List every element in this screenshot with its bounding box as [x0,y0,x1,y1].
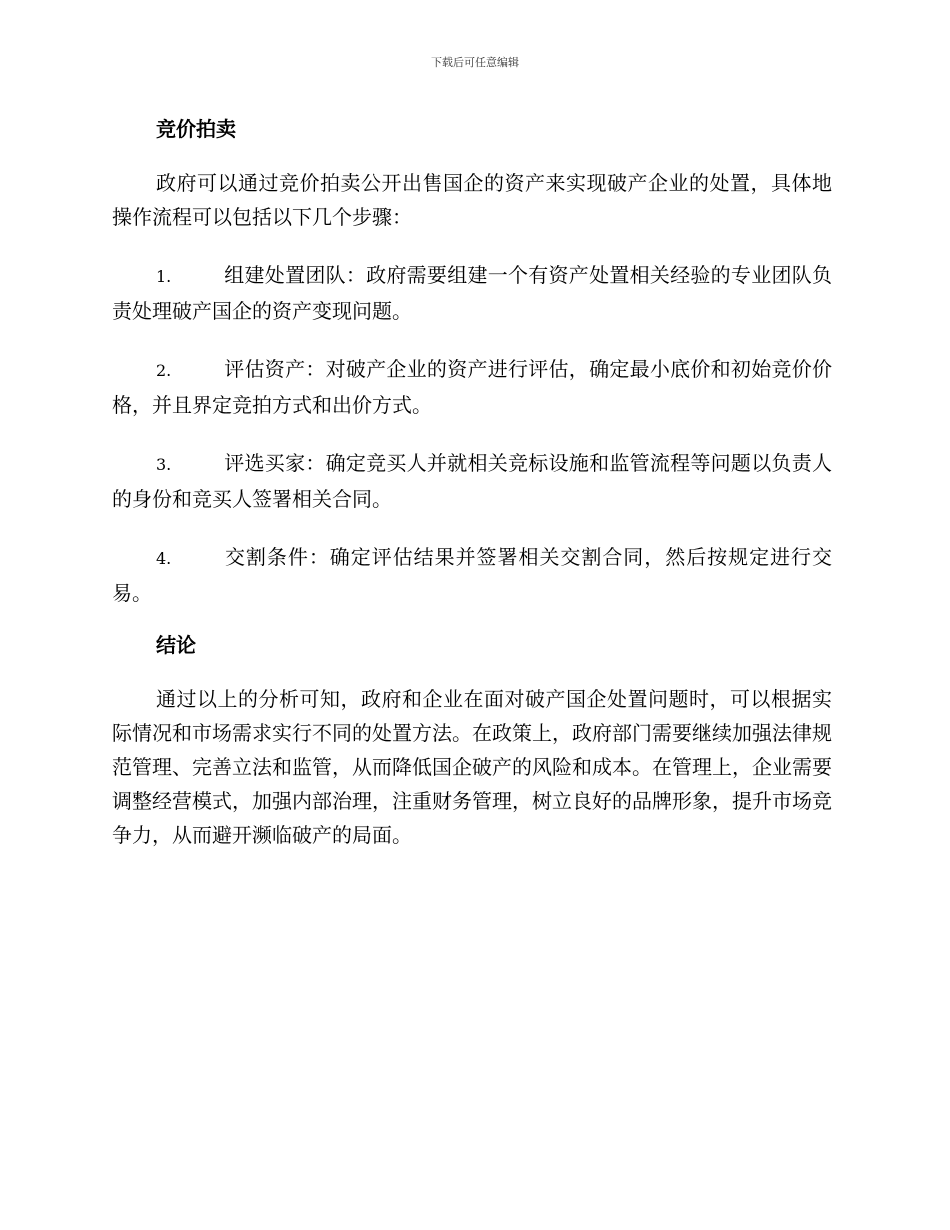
list-item-text: 组建处置团队：政府需要组建一个有资产处置相关经验的专业团队负责处理破产国企的资产变现问题。 [112,263,832,323]
list-item-number: 4. [156,549,172,568]
conclusion-paragraph: 通过以上的分析可知，政府和企业在面对破产国企处置问题时，可以根据实际情况和市场需求实行不同的处置方法。在政策上，政府部门需要继续加强法律规范管理、完善立法和监管，从而降低国企破产的风险和成本。在管理上，企业需要调整经营模式，加强内部治理，注重财务管理，树立良好的品牌形象，提升市场竞争力，从而避开濒临破产的局面。 [112,687,832,847]
page-header-note: 下载后可任意编辑 [431,56,519,69]
list-item-text: 评估资产：对破产企业的资产进行评估，确定最小底价和初始竞价价格，并且界定竞拍方式和出价方式。 [112,357,832,417]
list-item [112,446,832,516]
list-item-text: 交割条件：确定评估结果并签署相关交割合同，然后按规定进行交易。 [112,545,832,605]
section-heading-auction: 竞价拍卖 [156,117,236,141]
list-item [112,258,832,328]
list-item [112,352,832,422]
list-item-number: 1. [156,267,172,286]
document-content [112,112,832,852]
list-item-number: 3. [156,455,172,474]
list-item-text: 评选买家：确定竞买人并就相关竞标设施和监管流程等问题以负责人的身份和竞买人签署相关合同。 [112,451,832,511]
auction-intro-paragraph: 政府可以通过竞价拍卖公开出售国企的资产来实现破产企业的处置，具体地操作流程可以包括以下几个步骤： [112,171,832,229]
section-heading-conclusion: 结论 [156,633,196,657]
list-item [112,540,832,610]
list-item-number: 2. [156,361,172,380]
